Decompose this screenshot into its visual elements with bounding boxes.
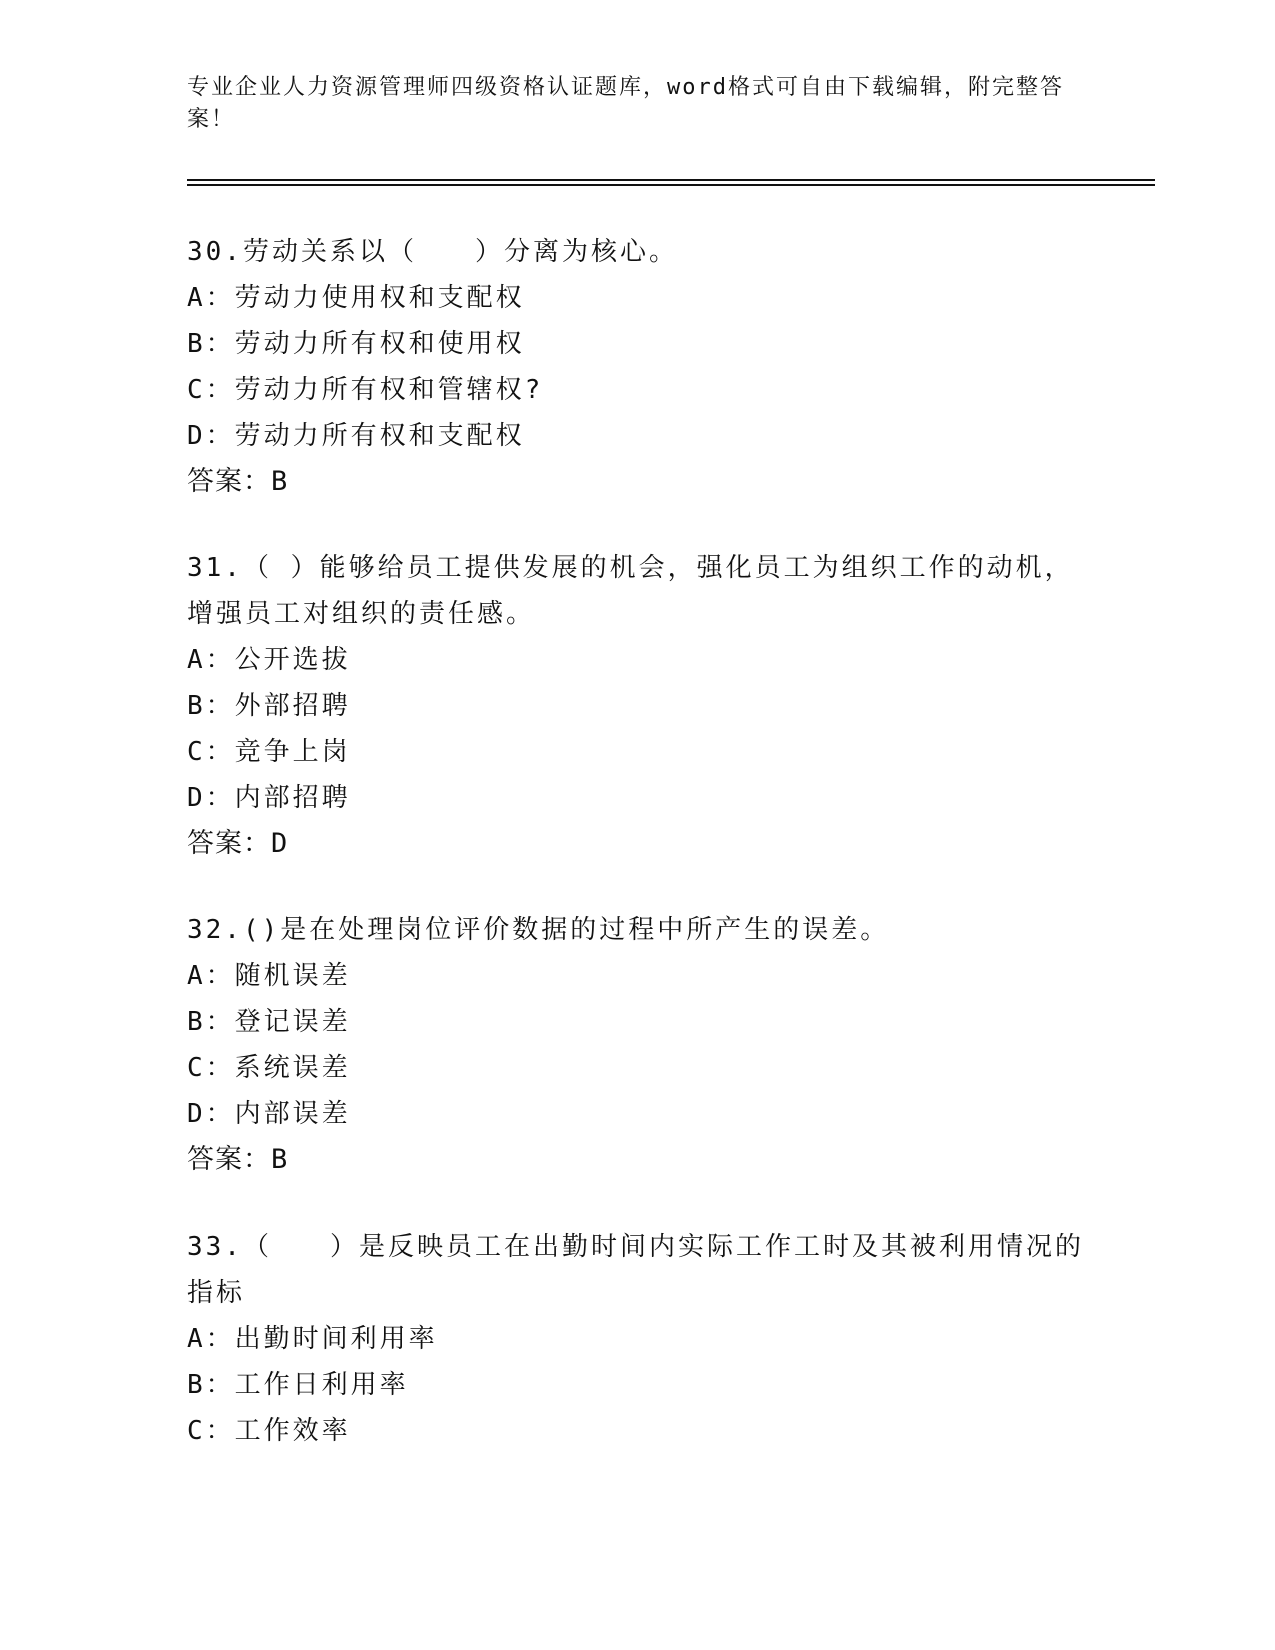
question-30: [187, 229, 1087, 505]
question-stem: 33.（ ）是反映员工在出勤时间内实际工作工时及其被利用情况的指标: [187, 1232, 1084, 1308]
answer-line: 答案：B: [187, 466, 289, 497]
answer-line: 答案：B: [187, 1144, 289, 1175]
option-a: A：公开选拔: [187, 645, 351, 675]
option-b: B：外部招聘: [187, 691, 351, 721]
option-b: B：工作日利用率: [187, 1370, 409, 1400]
option-c: C：工作效率: [187, 1416, 351, 1446]
option-c: C：竞争上岗: [187, 737, 351, 767]
option-c: C：劳动力所有权和管辖权?: [187, 375, 544, 405]
option-list: [187, 275, 1087, 459]
question-32: [187, 907, 1087, 1183]
option-b: B：登记误差: [187, 1007, 351, 1037]
question-31: [187, 545, 1087, 867]
answer-line: 答案：D: [187, 828, 289, 859]
option-a: A：出勤时间利用率: [187, 1324, 438, 1354]
question-stem: 32.()是在处理岗位评价数据的过程中所产生的误差。: [187, 915, 890, 945]
option-a: A：随机误差: [187, 961, 351, 991]
option-list: [187, 637, 1087, 821]
option-c: C：系统误差: [187, 1053, 351, 1083]
header-rule-bottom: [187, 184, 1155, 186]
option-b: B：劳动力所有权和使用权: [187, 329, 525, 359]
document-header: 专业企业人力资源管理师四级资格认证题库，word格式可自由下载编辑，附完整答案！: [187, 75, 1064, 132]
option-list: [187, 953, 1087, 1137]
option-d: D：内部招聘: [187, 783, 351, 813]
option-d: D：内部误差: [187, 1099, 351, 1129]
question-stem: 30.劳动关系以（ ）分离为核心。: [187, 237, 678, 267]
question-33: [187, 1224, 1087, 1454]
question-stem: 31.（ ）能够给员工提供发展的机会，强化员工为组织工作的动机，增强员工对组织的责任感。: [187, 553, 1074, 629]
option-a: A：劳动力使用权和支配权: [187, 283, 525, 313]
option-d: D：劳动力所有权和支配权: [187, 421, 525, 451]
header-rule-top: [187, 179, 1155, 181]
option-list: [187, 1316, 1087, 1454]
